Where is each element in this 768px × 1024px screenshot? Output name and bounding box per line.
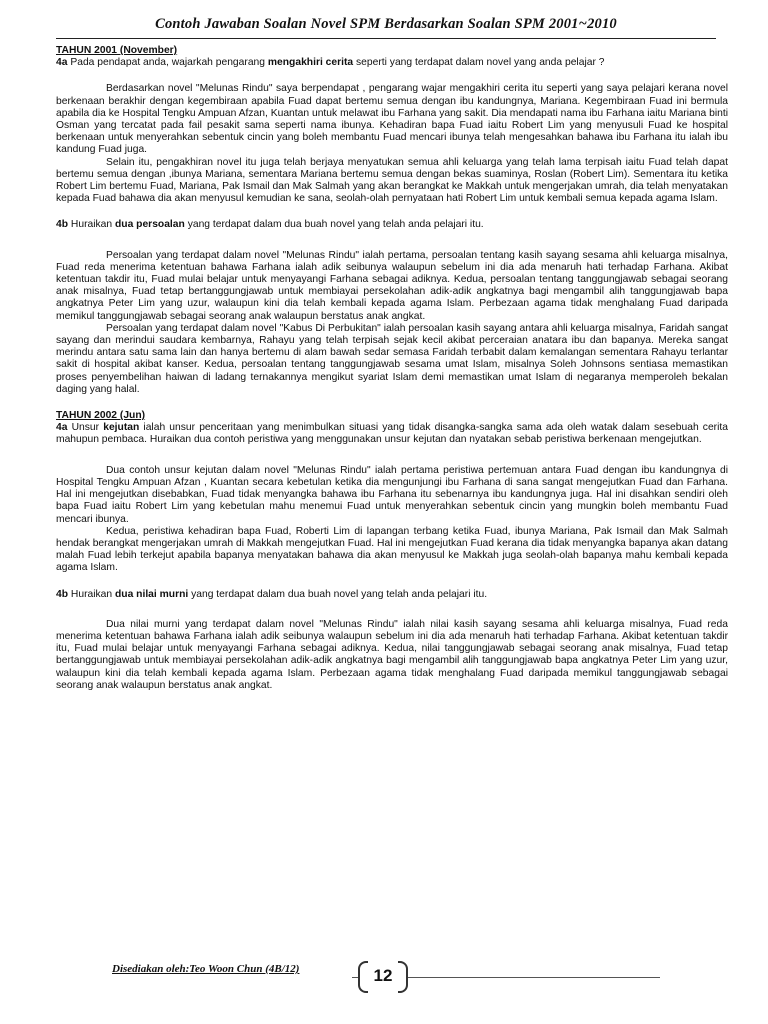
document-body — [56, 45, 728, 692]
spacer — [56, 447, 728, 465]
section-2002 — [56, 410, 728, 692]
question-text: ialah unsur penceritaan yang menimbulkan situasi yang tidak disangka-sangka sama ada oleh watak dalam sesebuah cerita mahupun pembaca. Huraikan dua contoh peristiwa yang menggunakan unsur kejutan dan nyatakan sebab peristiwa berkenaan mengejutkan. — [56, 422, 728, 446]
answer-paragraph: Persoalan yang terdapat dalam novel "Kabus Di Perbukitan" ialah persoalan kasih sayang antara ahli keluarga misalnya, Faridah sangat sayang dan merindui saudara kembarnya, Rahayu yang telah terpisah sejak kecil akibat perceraian anatara ibu dan bapanya. Mereka sangat merindu antara satu sama lain dan hanya bertemu di alam bawah sedar semasa Faridah terbabit dalam kemalangan sementara Rahayu terlantar sakit di hospital akibat kanser. Kedua, persoalan tentang tanggungjawab sesama umat Islam, misalnya Soleh Johnsons sentiasa memastikan proses penyembelihan haiwan di ladang ternakannya mengikut syariat Islam demi memastikan umat Islam di negaranya memperoleh bekalan daging yang halal. — [56, 322, 728, 395]
spacer — [56, 205, 728, 219]
answer-paragraph: Berdasarkan novel "Melunas Rindu" saya berpendapat , pengarang wajar mengakhiri cerita itu seperti yang saya pelajari kerana novel berkenaan berakhir dengan kegembiraan apabila Fuad dapat bertemu semua dengan ibu kandungnya, Mariana. Kegembiraan Fuad ini bermula apabila dia ke Hospital Tengku Ampuan Afzan, Kuantan untuk melawat ibu Farhana yang sakit. Dia mendapati nama ibu Farhana iaitu Mariana binti Osman yang tercatat pada fail pesakit sama seperti nama ibunya. Kehadiran bapa Fuad iaitu Robert Lim yang menyusuli Fuad ke hospital berkenaan untuk menyerahkan sebentuk cincin yang boleh membantu Fuad mencari ibunya telah mengesahkan bahawa ibu Farhana itu ialah ibu kandung Fuad juga. — [56, 83, 728, 156]
question-text: yang terdapat dalam dua buah novel yang telah anda pelajari itu. — [191, 588, 488, 600]
question-keyword: mengakhiri cerita — [267, 57, 354, 69]
question-text: Huraikan — [70, 588, 113, 600]
section-heading: TAHUN 2002 (Jun) — [56, 410, 146, 422]
section-2001 — [56, 45, 728, 396]
question-4b — [56, 589, 728, 601]
answer-paragraph: Selain itu, pengakhiran novel itu juga telah berjaya menyatukan semua ahli keluarga yang telah lama terpisah iaitu Fuad telah dapat bertemu semua dengan ,ibunya Mariana, sementara Mariana bertemu semua dengan bekas suaminya, Roslan (Robert Lim). Sementara itu ketika Robert Lim bertemu Fuad, Mariana, Pak Ismail dan Mak Salmah yang akan berangkat ke Makkah untuk mengerjakan umrah, dia telah menyatakan kepada Fuad bahawa dia akan menyusul kemudian ke sana, seolah-olah pernyataan hati Robert Lim untuk kembali semua kepada agama Islam. — [56, 156, 728, 205]
spacer — [56, 232, 728, 250]
question-number: 4a — [56, 422, 68, 434]
answer-paragraph: Persoalan yang terdapat dalam novel "Melunas Rindu" ialah pertama, persoalan tentang kasih sayang sesama ahli keluarga misalnya, Fuad reda menerima ketentuan bahawa Farhana ialah adik seibunya walaupun sebelum ini dia ada menaruh hati terhadap Farhana. Akibat ketentuan takdir itu, Fuad mulai belajar untuk menyayangi Farhana sebagai adiknya. Kedua, persoalan tentang tanggungjawab sebagai seorang anak misalnya, Fuad tetap bertanggungjawab untuk membiayai persekolahan adik-adik angkatnya bagi mengambil alih tanggungjawab bapa angkatnya Peter Lim yang uzur, walaupun kini dia telah kembali kepada agama Islam. Perbezaan agama tidak menghalang Fuad daripada memikul tanggungjawab sebagai seorang anak walaupun berstatus anak angkat. — [56, 249, 728, 322]
page-number: 12 — [358, 961, 408, 991]
question-4b — [56, 219, 728, 231]
answer-paragraph: Kedua, peristiwa kehadiran bapa Fuad, Roberti Lim di lapangan terbang ketika Fuad, ibunya Mariana, Pak Ismail dan Mak Salmah hendak berangkat mengerjakan umrah di Makkah mengejutkan Fuad. Hal ini mengejutkan Fuad kerana dia tidak menyangka bapanya akan datang malah Fuad lebih terkejut apabila bapanya menyatakan bahawa dia akan menyusul ke Makkah juga seolah-olah bapanya mahu kembali kepada agama Islam. — [56, 525, 728, 574]
answer-paragraph: Dua nilai murni yang terdapat dalam novel "Melunas Rindu" ialah nilai kasih sayang sesama ahli keluarga misalnya, Fuad reda menerima ketentuan bahawa Farhana ialah adik seibunya walaupun sebelum ini dia ada menaruh hati terhadap Farhana. Akibat ketentuan takdir itu, Fuad mulai belajar untuk menyayangi Farhana sebagai adiknya. Kedua, nilai tanggungjawab sebagai seorang anak misalnya, Fuad tetap bertanggungjawab untuk membiayai persekolahan adik-adik angkatnya bagi mengambil alih tanggungjawab bapa angkatnya Peter Lim yang uzur, walaupun kini dia telah kembali kepada agama Islam. Perbezaan agama tidak menghalang Fuad daripada memikul tanggungjawab sebagai seorang anak walaupun berstatus anak angkat. — [56, 618, 728, 691]
question-text: yang terdapat dalam dua buah novel yang telah anda pelajari itu. — [187, 219, 484, 231]
spacer — [56, 601, 728, 619]
spacer — [56, 69, 728, 83]
document-header-title: Contoh Jawaban Soalan Novel SPM Berdasarkan Soalan SPM 2001~2010 — [155, 16, 617, 32]
header-rule — [56, 38, 716, 39]
question-text: Unsur — [71, 422, 100, 434]
question-text: Pada pendapat anda, wajarkah pengarang — [70, 57, 265, 69]
question-number: 4b — [56, 219, 69, 231]
question-keyword: dua persoalan — [115, 219, 185, 231]
question-4a — [56, 57, 728, 69]
question-text: Huraikan — [70, 219, 113, 231]
spacer — [56, 575, 728, 589]
page-footer — [112, 963, 660, 993]
section-heading: TAHUN 2001 (November) — [56, 45, 178, 56]
question-number: 4b — [56, 588, 69, 600]
question-4a — [56, 422, 728, 446]
answer-paragraph: Dua contoh unsur kejutan dalam novel "Melunas Rindu" ialah pertama peristiwa pertemuan antara Fuad dengan ibu kandungnya di Hospital Tengku Ampuan Afzan , Kuantan secara kebetulan ketika dia mengunjungi ibu Farhana di sana sangat mengejutkan Fuad dan Farhana. Hal ini mengejutkan disebabkan, Fuad tidak menyangka bahawa ibu Farhana itu sebenarnya ibu kandungnya juga. Hal ini disahkan sendiri oleh bapa Fuad iaitu Robert Lim yang kebetulan mahu menemui Fuad untuk menyerahkan sebentuk cincin yang mungkin boleh membantu Fuad mencari ibunya. — [56, 464, 728, 525]
question-text: seperti yang terdapat dalam novel yang anda pelajar ? — [356, 57, 605, 69]
prepared-by: Disediakan oleh:Teo Woon Chun (4B/12) — [112, 963, 300, 975]
spacer — [56, 396, 728, 410]
question-keyword: dua nilai murni — [115, 588, 189, 600]
question-keyword: kejutan — [103, 422, 140, 434]
question-number: 4a — [56, 57, 68, 69]
